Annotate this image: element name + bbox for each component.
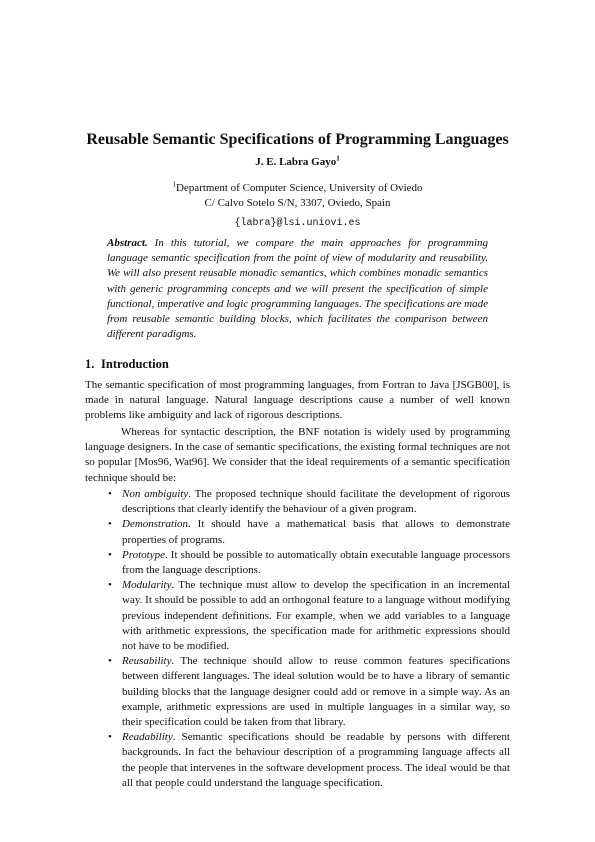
requirement-text: . Semantic specifications should be readable by persons with different backgrounds. In fact the behaviour description of a programming language affects all the people that intervenes in the software development process. The ideal would be that all that people could understand the language specification.	[122, 731, 510, 789]
requirement-name: Readability	[122, 731, 173, 744]
list-item	[108, 487, 510, 517]
requirements-list	[108, 487, 510, 791]
bullet-icon: •	[108, 488, 112, 500]
requirement-text: . The technique should allow to reuse common features specifications between different languages. The ideal solution would be to have a library of semantic building blocks that the language designer could add or remove in a simple way. As an example, arithmetic expressions are used in multiple languages in a similar way, so their specification could be taken from that library.	[122, 655, 510, 729]
requirement-name: Prototype	[122, 548, 165, 561]
requirement-name: Demonstration	[122, 518, 188, 531]
requirement-text: . It should be possible to automatically obtain executable language processors from the language descriptions.	[122, 548, 510, 577]
author-name: J. E. Labra Gayo	[255, 156, 337, 168]
paper-author	[40, 155, 555, 169]
section-heading	[85, 357, 169, 372]
abstract-text: In this tutorial, we compare the main approaches for programming language semantic specification from the point of view of modularity and reusability. We will also present reusable monadic semantics, which combines monadic semantics with generic programming concepts and we will present the specification of simple functional, imperative and logic programming languages. The specifications are made from reusable semantic building blocks, which facilitates the comparison between different paradigms.	[107, 237, 489, 341]
author-email: {labra}@lsi.uniovi.es	[234, 218, 361, 229]
body-paragraph: Whereas for syntactic description, the BNF notation is widely used by programming language designers. In the case of semantic specifications, the existing formal techniques are not so popular [Mos96, Wat96]. We consider that the ideal requirements of a semantic specification technique should be:	[85, 426, 510, 484]
body-paragraph: The semantic specification of most programming languages, from Fortran to Java [JSGB00], is made in natural language. Natural language descriptions cause a number of well known problems like ambiguity and lack of rigorous descriptions.	[85, 379, 510, 422]
paper-title: Reusable Semantic Specifications of Programming Languages	[86, 131, 509, 148]
requirement-name: Reusability	[122, 655, 172, 668]
requirement-text: . The technique must allow to develop the specification in an incremental way. It should be possible to add an orthogonal feature to a language without modifying previous independent definitions. For example, when we add variables to a language with arithmetic expressions, the specification made for arithmetic expressions should not have to be modified.	[122, 579, 510, 653]
list-item	[108, 517, 510, 547]
list-item	[108, 654, 510, 730]
author-superscript: 1	[336, 154, 340, 163]
affiliation-superscript: 1	[172, 180, 176, 189]
requirement-text: . It should have a mathematical basis that allows to demonstrate properties of programs.	[122, 518, 510, 546]
author-affiliation	[40, 181, 555, 211]
affiliation-line-1: $^1$Department of Computer Science, University of Oviedo	[172, 180, 423, 194]
list-item	[108, 730, 510, 791]
list-item	[108, 548, 510, 578]
list-item	[108, 578, 510, 654]
bullet-icon: •	[108, 579, 112, 592]
section-title: Introduction	[101, 357, 169, 371]
abstract	[107, 236, 488, 342]
bullet-icon: •	[108, 731, 112, 744]
abstract-label: Abstract.	[107, 237, 148, 249]
requirement-text: . The proposed technique should facilitate the development of rigorous descriptions that clearly identify the behaviour of a given program.	[122, 488, 510, 516]
bullet-icon: •	[108, 548, 112, 561]
section-number: 1.	[85, 357, 95, 371]
bullet-icon: •	[108, 518, 112, 531]
affiliation-line-2: C/ Calvo Sotelo S/N, 3307, Oviedo, Spain	[204, 197, 391, 209]
requirement-name: Modularity	[122, 579, 172, 592]
requirement-name: Non ambiguity	[122, 488, 189, 500]
bullet-icon: •	[108, 655, 112, 668]
